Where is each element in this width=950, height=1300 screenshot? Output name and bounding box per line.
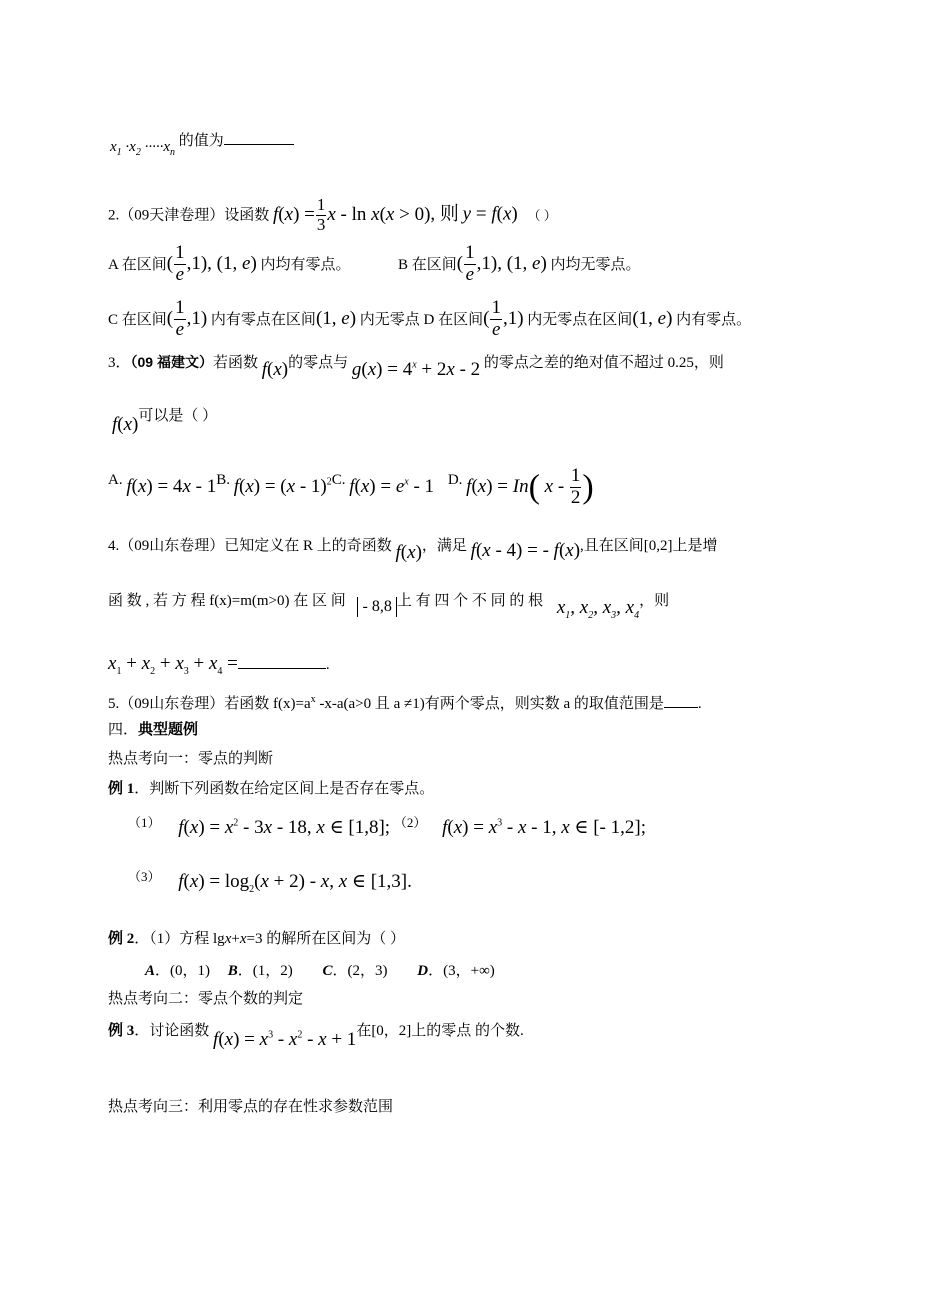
q3-text4: 可以是（ ） [138, 408, 218, 424]
q2-optD-suffix: 内有零点。 [676, 311, 752, 328]
q4-line1 [108, 535, 718, 563]
example-2-opt-a: A．(0，1) [145, 963, 211, 979]
example-1-items-12 [128, 815, 646, 838]
q2-optA-prefix: A 在区间 [108, 256, 167, 273]
example-2-opt-d: D．(3，+∞) [417, 963, 495, 979]
q3-optC: $f(x) = e^x - 1$ [349, 475, 435, 497]
q2-options-cd [108, 298, 751, 341]
q4-prefix: 4.（09山东卷理）已知定义在 R 上的奇函数 [108, 538, 392, 554]
example-2-opt-c: C．(2，3) [322, 963, 388, 979]
q3-line2 [112, 405, 218, 435]
section-four-label: 四． [108, 722, 139, 738]
q5-text2: -x-a(a>0 且 a ≠1)有两个零点，则实数 a 的取值范围是 [315, 696, 664, 712]
q2-optC-mid: 内有零点在区间 [210, 311, 316, 328]
q5-text: 5.（09山东卷理）若函数 f(x)=a [108, 696, 311, 712]
q2-optD-mid: 内无零点在区间 [527, 311, 633, 328]
example-1-f3: $f(x) = \log_2(x + 2) - x$, x ∈ [1,3]. [178, 871, 412, 895]
q4-blank [238, 668, 326, 669]
example-1-text: ．判断下列函数在给定区间上是否存在零点。 [134, 781, 435, 797]
example-3-text2: 在[0，2]上的零点 的个数. [356, 1023, 524, 1039]
example-2-plus: + [231, 931, 240, 947]
q4-roots: $x_1$, $x_2$, $x_3$, $x_4$ [556, 597, 640, 621]
q2-prefix: 2.（09天津卷理）设函数 [108, 207, 270, 224]
q4-interval: - 8,8 [357, 597, 396, 617]
product-formula: $x_1 \cdot x_2 \cdot\cdot\cdot\cdot\cdot x_n$ [110, 139, 176, 158]
example-1-f2: $f(x) = x^3 - x - 1$, x ∈ [- 1,2]; [442, 817, 646, 838]
q2-optD-prefix: D 在区间 [423, 311, 484, 328]
q2-optC-interval2: (1, e) [315, 307, 357, 329]
q2-formula-y: y = f(x) [462, 203, 518, 225]
q3-f2: f(x) [112, 414, 139, 435]
answer-blank [224, 144, 294, 145]
hot-topic-3: 热点考向三：利用零点的存在性求参数范围 [108, 1099, 394, 1115]
q2-formula: f(x) = $\frac{1}{3}$ x - ln x(x > 0) [273, 195, 431, 234]
q3-prefix: 3． [108, 355, 131, 371]
example-2 [108, 932, 405, 947]
q2-line [108, 196, 557, 234]
q3-f: f(x) [261, 359, 289, 380]
q2-paren: （ ） [527, 207, 557, 223]
q2-optC-prefix: C 在区间 [108, 311, 167, 328]
q2-optD-interval2: (1, e) [632, 307, 673, 329]
q3-optC-label: C. [331, 471, 346, 488]
example-1 [108, 782, 434, 797]
hot-topic-2: 热点考向二：零点个数的判定 [108, 991, 304, 1007]
q5-line: 5.（09山东卷理）若函数 $f(x)=a^x$ -x-a(a>0 且 a ≠1)有两个零点，则实数 a 的取值范围是 . [108, 694, 702, 712]
example-3 [108, 1020, 524, 1050]
example-2-options [145, 964, 495, 979]
q2-optA-suffix: 内均有零点。 [260, 256, 351, 273]
q2-options-ab [108, 243, 641, 286]
q4-line2 [108, 590, 853, 621]
q3-optA-label: A. [108, 471, 123, 488]
example-2-text2: =3 的解所在区间为（ ） [246, 931, 405, 947]
q3-text2: 的零点与 [288, 355, 349, 371]
section-four-title: 典型题例 [138, 722, 199, 738]
product-suffix: 的值为 [178, 133, 224, 149]
q5-blank [664, 707, 698, 708]
example-2-label: 例 2 [108, 931, 135, 947]
q2-optD-interval1: ( $\frac{1}{e}$ ,1) [483, 297, 524, 340]
q4-line2-a: 函 数 , 若 方 程 f(x)=m(m>0) 在 区 间 [108, 593, 346, 609]
example-2-x: x [224, 931, 232, 947]
example-1-label: 例 1 [108, 781, 135, 797]
q2-optA-interval: ( $\frac{1}{e}$ ,1), (1, e) [166, 242, 257, 285]
q2-optC-interval1: ( $\frac{1}{e}$ ,1) [166, 297, 208, 340]
q3-text1: 若函数 [212, 355, 258, 371]
example-2-text: ．（1）方程 lg [134, 931, 225, 947]
q2-optC-suffix: 内无零点 [359, 311, 420, 328]
q4-line3: $x_1 + x_2 + x_3 + x_4$ = . [108, 653, 330, 677]
q4-sum: $x_1 + x_2 + x_3 + x_4$ = [108, 653, 238, 677]
q3-text3: 的零点之差的绝对值不超过 0.25，则 [483, 355, 724, 371]
q4-line2-c: ，则 [639, 593, 670, 609]
q3-options [108, 466, 594, 509]
q3-g: $g(x) = 4^x + 2x - 2$ [351, 359, 481, 380]
example-2-opt-b: B．(1，2) [227, 963, 293, 979]
q3-optD-label: D. [447, 471, 463, 488]
q3-optD: f(x) = In( x - $\frac{1}{2}$ ) [466, 465, 594, 508]
q2-optB-interval: ( $\frac{1}{e}$ ,1), (1, e) [456, 242, 547, 285]
q3-source: （09 福建文） [130, 354, 213, 370]
section-four [108, 723, 198, 738]
q2-optB-prefix: B 在区间 [398, 256, 457, 273]
example-2-x2: x [239, 931, 247, 947]
q4-f: f(x) [395, 542, 422, 563]
example-1-n3: （3） [128, 869, 161, 884]
q4-condition: f(x - 4) = - f(x) [470, 540, 581, 561]
example-3-formula: $f(x) = x^3 - x^2 - x + 1$ [213, 1029, 357, 1050]
example-1-f1: $f(x) = x^2 - 3x - 18$, x ∈ [1,8]; [178, 817, 391, 838]
q4-text2: ，满足 [421, 538, 467, 554]
q4-line2-b: 上 有 四 个 不 同 的 根 [396, 593, 544, 609]
q4-text3: ,且在区间[0,2]上是增 [580, 538, 718, 554]
example-1-item-3 [128, 869, 412, 895]
hot-topic-1: 热点考向一：零点的判断 [108, 751, 274, 767]
q3-optB-label: B. [216, 471, 230, 488]
example-3-label: 例 3 [108, 1023, 135, 1039]
q3-optA: f(x) = 4x - 1 [126, 475, 217, 497]
q2-optB-suffix: 内均无零点。 [550, 256, 641, 273]
example-1-n2: （2） [393, 815, 427, 830]
q3-line1 [108, 352, 853, 380]
q3-optB: f(x) = (x - 1)$^2$ [233, 475, 332, 497]
example-3-text: ．讨论函数 [134, 1023, 210, 1039]
line-product [110, 133, 294, 158]
q5-sup: x [310, 694, 316, 705]
q2-mid: , 则 [430, 203, 459, 225]
example-1-n1: （1） [128, 815, 161, 830]
